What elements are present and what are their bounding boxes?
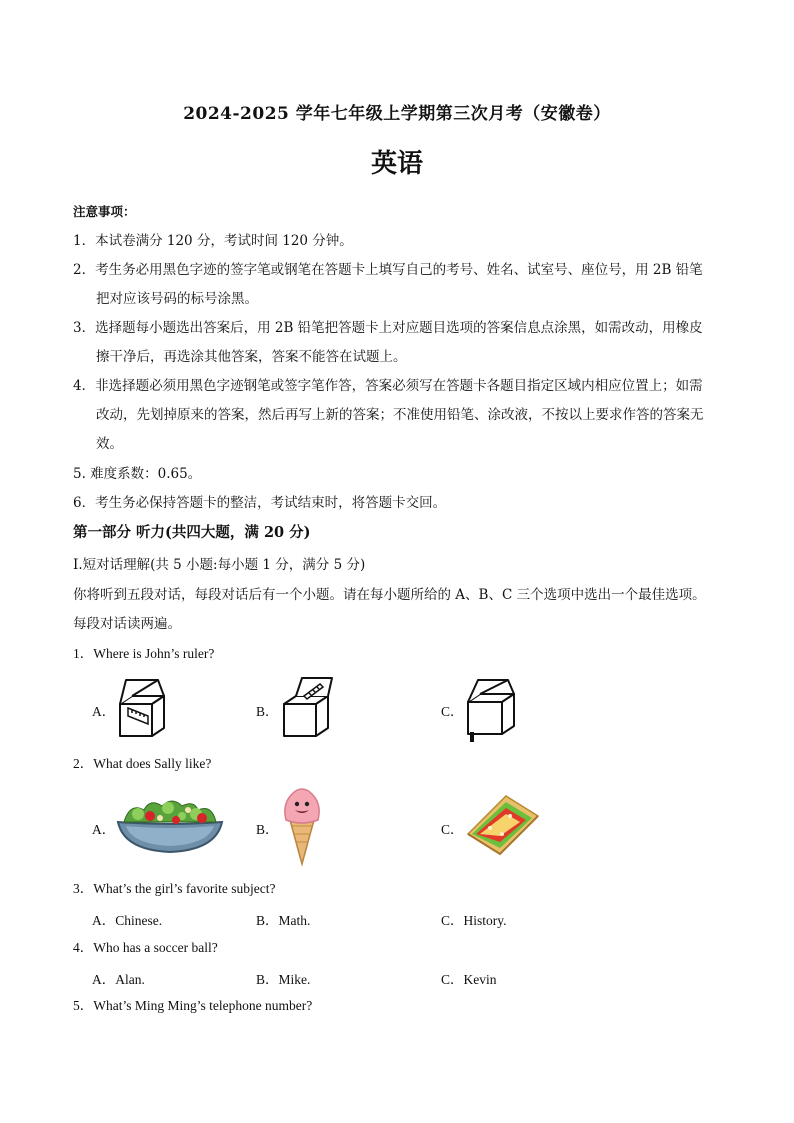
note-item: 1．本试卷满分 120 分，考试时间 120 分钟。 [73, 233, 353, 249]
note-item: 4．非选择题必须用黑色字迹钢笔或签字笔作答，答案必须写在答题卡各题目指定区域内相应位置上；如需 [73, 378, 703, 394]
question-4: 4．Who has a soccer ball? [73, 940, 218, 955]
sandwich-icon [466, 794, 540, 856]
section-title: Ⅰ.短对话理解(共 5 小题:每小题 1 分，满分 5 分) [73, 557, 366, 573]
question-3: 3．What’s the girl’s favorite subject? [73, 881, 276, 896]
subject-title: 英语 [370, 149, 423, 179]
note-item: 2．考生务必用黑色字迹的签字笔或钢笔在答题卡上填写自己的考号、姓名、试室号、座位号，用 2B 铅笔 [73, 262, 703, 278]
question-5: 5．What’s Ming Ming’s telephone number? [73, 998, 313, 1013]
note-item: 把对应该号码的标号涂黑。 [96, 291, 258, 307]
option-b: B． [256, 822, 279, 837]
option-a: A． [92, 704, 116, 719]
question-2: 2．What does Sally like? [73, 756, 212, 771]
option-b: B．Mike. [256, 972, 311, 987]
instructions: 你将听到五段对话，每段对话后有一个小题。请在每小题所给的 A、B、C 三个选项中选出一个最佳选项。 [73, 587, 706, 603]
note-item: 6．考生务必保持答题卡的整洁，考试结束时，将答题卡交回。 [73, 495, 447, 511]
note-item: 5. 难度系数：0.65。 [73, 466, 202, 482]
part-title: 第一部分 听力(共四大题，满 20 分) [73, 524, 311, 541]
note-item: 效。 [96, 436, 123, 452]
box-ruler-inside-icon [112, 674, 174, 742]
note-item: 擦干净后，再选涂其他答案，答案不能答在试题上。 [96, 349, 407, 365]
note-item: 改动，先划掉原来的答案，然后再写上新的答案；不准使用铅笔、涂改液，不按以上要求作答的答案无 [96, 407, 704, 423]
option-b: B．Math. [256, 913, 311, 928]
notes-heading: 注意事项： [73, 204, 136, 219]
option-b: B． [256, 704, 279, 719]
option-c: C．History. [441, 913, 507, 928]
box-ruler-under-lid-icon [278, 674, 340, 742]
option-a: A．Alan. [92, 972, 145, 987]
option-c: C． [441, 822, 464, 837]
option-a: A．Chinese. [92, 913, 163, 928]
box-ruler-under-box-icon [460, 674, 522, 746]
question-1: 1．Where is John’s ruler? [73, 646, 215, 661]
salad-icon [116, 796, 224, 854]
ice-cream-icon [282, 784, 322, 866]
option-a: A． [92, 822, 116, 837]
option-c: C．Kevin [441, 972, 497, 987]
exam-title: 2024-2025 学年七年级上学期第三次月考（安徽卷） [183, 104, 611, 124]
instructions: 每段对话读两遍。 [73, 616, 181, 632]
note-item: 3．选择题每小题选出答案后，用 2B 铅笔把答题卡上对应题目选项的答案信息点涂黑，如需改动，用橡皮 [73, 320, 703, 336]
option-c: C． [441, 704, 464, 719]
